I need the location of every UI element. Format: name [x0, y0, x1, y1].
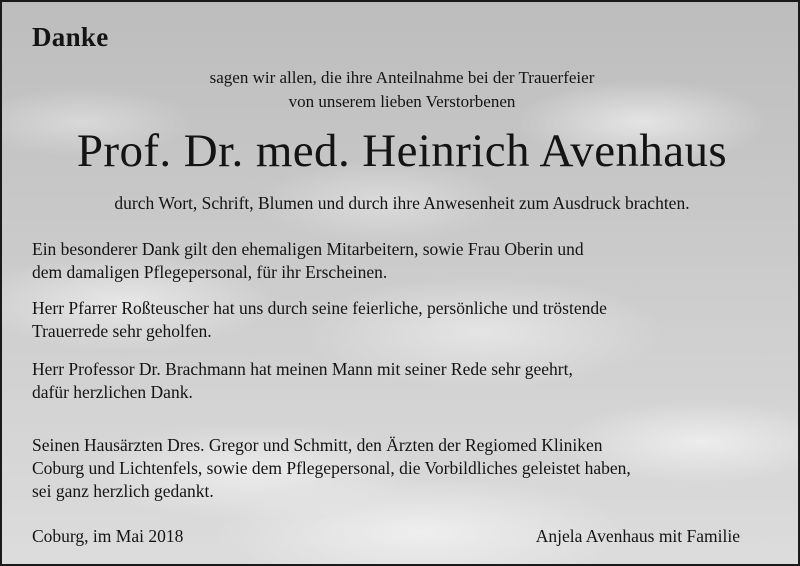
paragraph-line: Trauerrede sehr geholfen. [32, 321, 212, 341]
paragraph-line: Seinen Hausärzten Dres. Gregor und Schmitt, den Ärzten der Regiomed Kliniken [32, 435, 603, 455]
paragraph-line: Ein besonderer Dank gilt den ehemaligen Mitarbeitern, sowie Frau Oberin und [32, 239, 584, 259]
place-date: Coburg, im Mai 2018 [32, 526, 184, 546]
signature: Anjela Avenhaus mit Familie [535, 526, 740, 546]
paragraph-staff [32, 238, 584, 284]
intro-line-2: von unserem lieben Verstorbenen [288, 92, 516, 111]
paragraph-line: Coburg und Lichtenfels, sowie dem Pflegepersonal, die Vorbildliches geleistet haben, [32, 458, 631, 478]
intro-line-1: sagen wir allen, die ihre Anteilnahme bei der Trauerfeier [209, 68, 595, 87]
paragraph-line: Herr Professor Dr. Brachmann hat meinen Mann mit seiner Rede sehr geehrt, [32, 359, 573, 379]
notice-heading: Danke [32, 22, 109, 52]
paragraph-line: dem damaligen Pflegepersonal, für ihr Erscheinen. [32, 262, 388, 282]
paragraph-line: Herr Pfarrer Roßteuscher hat uns durch seine feierliche, persönliche und tröstende [32, 298, 607, 318]
paragraph-doctors [32, 434, 631, 503]
thanks-line: durch Wort, Schrift, Blumen und durch ihre Anwesenheit zum Ausdruck brachten. [114, 193, 690, 213]
paragraph-professor [32, 358, 573, 404]
paragraph-line: sei ganz herzlich gedankt. [32, 481, 214, 501]
paragraph-pastor [32, 297, 607, 343]
deceased-name: Prof. Dr. med. Heinrich Avenhaus [76, 125, 728, 177]
paragraph-line: dafür herzlichen Dank. [32, 382, 193, 402]
